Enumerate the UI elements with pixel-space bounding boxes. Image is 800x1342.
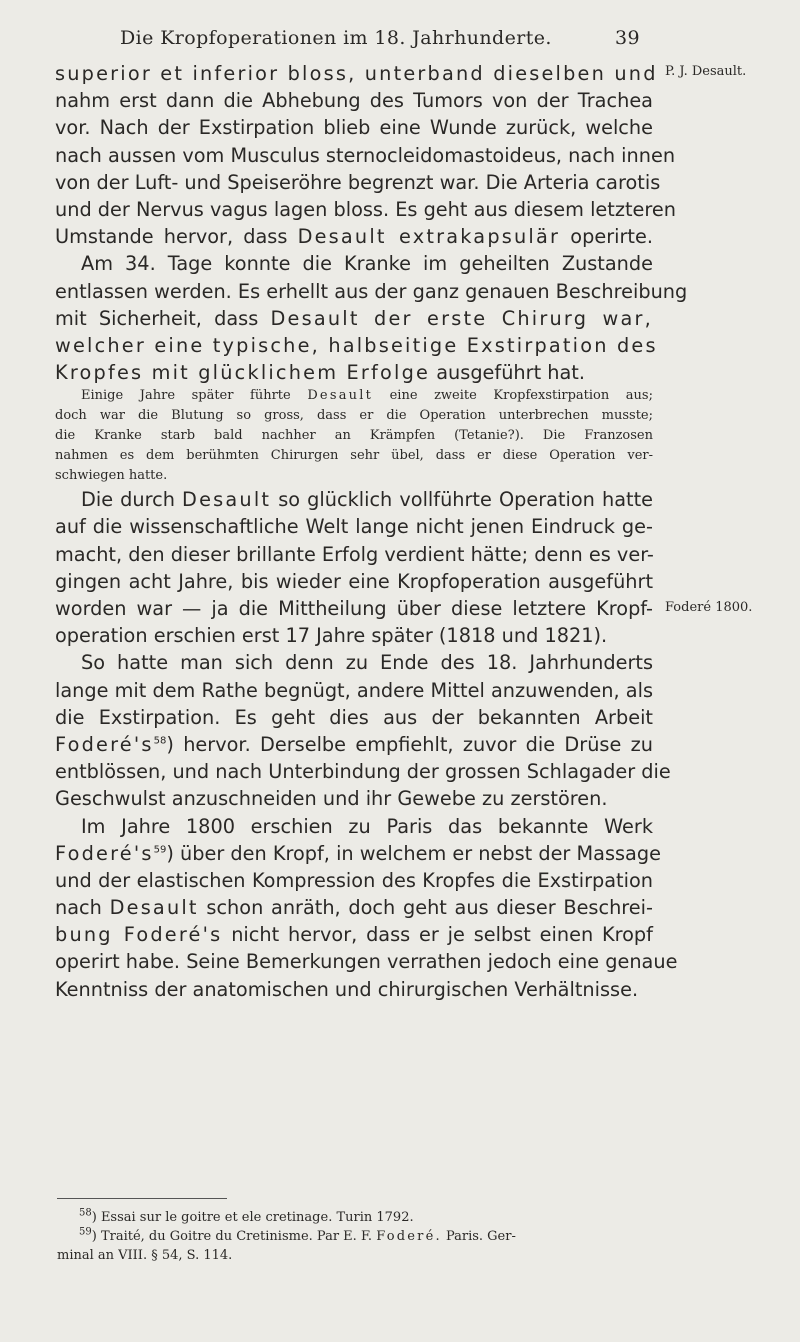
text-line: superior et inferior bloss, unterband dieselben und <box>55 62 658 85</box>
text-fragment: mit Sicherheit, dass <box>55 306 259 330</box>
footnote-ref: 58 <box>153 735 167 747</box>
footnote-text: Paris. Ger- <box>445 1229 516 1244</box>
footnote-divider <box>57 1198 227 1199</box>
text-line: und der Nervus vagus lagen bloss. Es geht aus diesem letzteren <box>55 197 676 221</box>
small-text-line: nahmen es dem berühmten Chirurgen sehr übel, dass er diese Operation ver- <box>55 448 653 464</box>
text-fragment: Die durch <box>81 488 175 512</box>
footnote-continuation: minal an VIII. § 54, S. 114. <box>57 1248 233 1263</box>
footnote-ref: 59 <box>153 844 167 856</box>
page-number: 39 <box>615 27 640 49</box>
text-line: macht, den dieser brillante Erfolg verdient hätte; denn es ver- <box>55 542 654 566</box>
text-line <box>55 223 653 250</box>
text-line <box>55 894 653 921</box>
small-text-line <box>55 386 653 406</box>
text-line <box>55 305 653 332</box>
spaced-name: Desault der erste Chirurg war, <box>270 306 653 330</box>
text-fragment: nach <box>55 896 102 920</box>
spaced-name: Desault extrakapsulär <box>297 225 561 249</box>
small-text-line: doch war die Blutung so gross, dass er die Operation unterbrechen musste; <box>55 408 653 424</box>
text-line <box>55 359 653 386</box>
footnote-number: 58 <box>79 1207 92 1219</box>
footnotes <box>57 1208 657 1265</box>
small-text-line: schwiegen hatte. <box>55 468 168 484</box>
text-fragment: so glücklich vollführte Operation hatte <box>278 488 653 512</box>
text-line <box>55 921 653 948</box>
text-line: Im Jahre 1800 erschien zu Paris das bekannte Werk <box>81 814 653 838</box>
text-line: operation erschien erst 17 Jahre später (1818 und 1821). <box>55 624 608 648</box>
small-text-line: die Kranke starb bald nachher an Krämpfen (Tetanie?). Die Franzosen <box>55 428 653 444</box>
spaced-name: Desault <box>109 896 199 920</box>
text-line: vor. Nach der Exstirpation blieb eine Wunde zurück, welche <box>55 116 653 140</box>
text-line <box>55 731 653 758</box>
text-line: operirt habe. Seine Bemerkungen verrathen jedoch eine genaue <box>55 950 678 974</box>
text-fragment: Umstande hervor, dass <box>55 225 288 249</box>
text-line: entlassen werden. Es erhellt aus der ganz genauen Beschreibung <box>55 279 688 303</box>
text-line: entblössen, und nach Unterbindung der grossen Schlagader die <box>55 760 671 784</box>
text-line: gingen acht Jahre, bis wieder eine Kropfoperation ausgeführt <box>55 569 653 593</box>
spaced-text: Kropfes mit glücklichem Erfolge <box>55 361 431 385</box>
text-line: nach aussen vom Musculus sternocleidomastoideus, nach innen <box>55 143 676 167</box>
text-line: nahm erst dann die Abhebung des Tumors von der Trachea <box>55 89 653 113</box>
text-fragment: ) hervor. Derselbe empfiehlt, zuvor die Drüse zu <box>166 732 653 756</box>
text-fragment: ausgeführt hat. <box>436 361 585 385</box>
spaced-name: Foderé's <box>55 732 154 756</box>
spaced-name: Desault <box>307 388 374 404</box>
spaced-name: bung Foderé's <box>55 923 223 947</box>
spaced-name: Foderé's <box>55 841 154 865</box>
text-fragment: ) über den Kropf, in welchem er nebst der Massage <box>166 841 661 865</box>
text-fragment: schon anräth, doch geht aus dieser Beschrei- <box>206 896 653 920</box>
text-fragment: operirte. <box>570 225 653 249</box>
text-line <box>55 840 661 867</box>
main-text <box>55 60 688 1003</box>
text-line: welcher eine typische, halbseitige Exstirpation des <box>55 333 658 357</box>
spaced-name: Desault <box>182 488 272 512</box>
text-line: Kenntniss der anatomischen und chirurgischen Verhältnisse. <box>55 977 639 1001</box>
text-fragment: Einige Jahre später führte <box>81 388 291 404</box>
text-line: die Exstirpation. Es geht dies aus der bekannten Arbeit <box>55 705 653 729</box>
text-line: So hatte man sich denn zu Ende des 18. Jahrhunderts <box>81 651 653 675</box>
footnote-text: ) Traité, du Goitre du Cretinisme. Par E. F. <box>91 1229 373 1244</box>
footnote <box>57 1227 657 1246</box>
footnote-number: 59 <box>79 1226 92 1238</box>
text-line: Geschwulst anzuschneiden und ihr Gewebe zu zerstören. <box>55 787 608 811</box>
text-line: lange mit dem Rathe begnügt, andere Mittel anzuwenden, als <box>55 678 653 702</box>
running-title: Die Kropfoperationen im 18. Jahrhunderte. <box>120 27 552 49</box>
footnote <box>57 1208 657 1227</box>
text-line: und der elastischen Kompression des Kropfes die Exstirpation <box>55 868 653 892</box>
text-line: auf die wissenschaftliche Welt lange nicht jenen Eindruck ge- <box>55 515 653 539</box>
text-fragment: nicht hervor, dass er je selbst einen Kropf <box>231 923 653 947</box>
text-line: worden war — ja die Mittheilung über diese letztere Kropf- <box>55 597 653 620</box>
spaced-name: Foderé. <box>376 1229 442 1244</box>
footnote-text: ) Essai sur le goitre et ele cretinage. Turin 1792. <box>91 1210 414 1225</box>
text-line: von der Luft- und Speiseröhre begrenzt war. Die Arteria carotis <box>55 170 661 194</box>
text-line: Am 34. Tage konnte die Kranke im geheilten Zustande <box>81 252 653 276</box>
margin-note-fodere: Foderé 1800. <box>665 600 753 615</box>
margin-note-desault: P. J. Desault. <box>665 64 747 79</box>
text-line <box>55 486 653 513</box>
text-fragment: eine zweite Kropfexstirpation aus; <box>389 388 653 404</box>
